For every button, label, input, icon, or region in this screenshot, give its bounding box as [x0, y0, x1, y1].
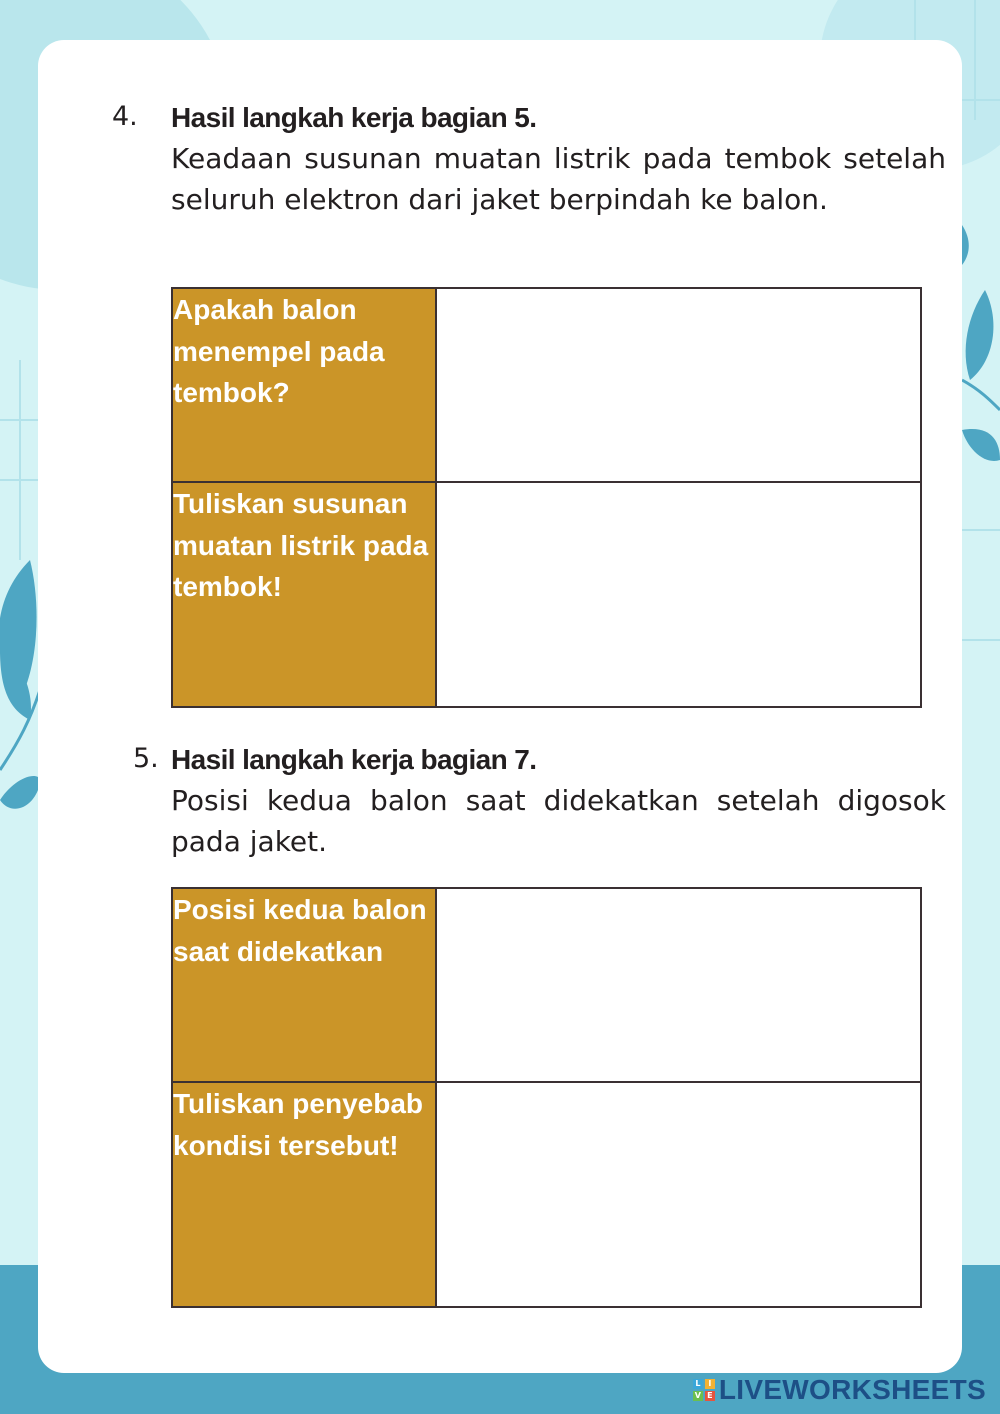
question-number: 4.: [112, 101, 138, 132]
logo-icon: [693, 1379, 715, 1401]
row-label: Tuliskan penyebab kondisi tersebut!: [172, 1082, 436, 1307]
question-description: Keadaan susunan muatan listrik pada tembok setelah seluruh elektron dari jaket berpindah ke balon.: [171, 142, 946, 216]
brand-name: LIVEWORKSHEETS: [718, 1374, 986, 1405]
question-title: Hasil langkah kerja bagian 7.: [171, 744, 537, 775]
table-row: [172, 888, 921, 1082]
table-row: [172, 288, 921, 482]
answer-table: [171, 287, 922, 708]
answer-table: [171, 887, 922, 1308]
answer-field[interactable]: [436, 888, 921, 1082]
row-label: Apakah balon menempel pada tembok?: [172, 288, 436, 482]
logo-letter: E: [705, 1391, 715, 1401]
question-description: Posisi kedua balon saat didekatkan setelah digosok pada jaket.: [171, 784, 946, 858]
logo-letter: L: [693, 1379, 703, 1389]
question-title: Hasil langkah kerja bagian 5.: [171, 102, 537, 133]
liveworksheets-logo[interactable]: [693, 1374, 986, 1406]
answer-field[interactable]: [436, 482, 921, 707]
table-row: [172, 1082, 921, 1307]
answer-field[interactable]: [436, 288, 921, 482]
logo-letter: V: [694, 1391, 701, 1400]
logo-letter: I: [705, 1379, 715, 1389]
table-row: [172, 482, 921, 707]
row-label: Tuliskan susunan muatan listrik pada tembok!: [172, 482, 436, 707]
question-number: 5.: [133, 743, 159, 774]
answer-field[interactable]: [436, 1082, 921, 1307]
row-label: Posisi kedua balon saat didekatkan: [172, 888, 436, 1082]
